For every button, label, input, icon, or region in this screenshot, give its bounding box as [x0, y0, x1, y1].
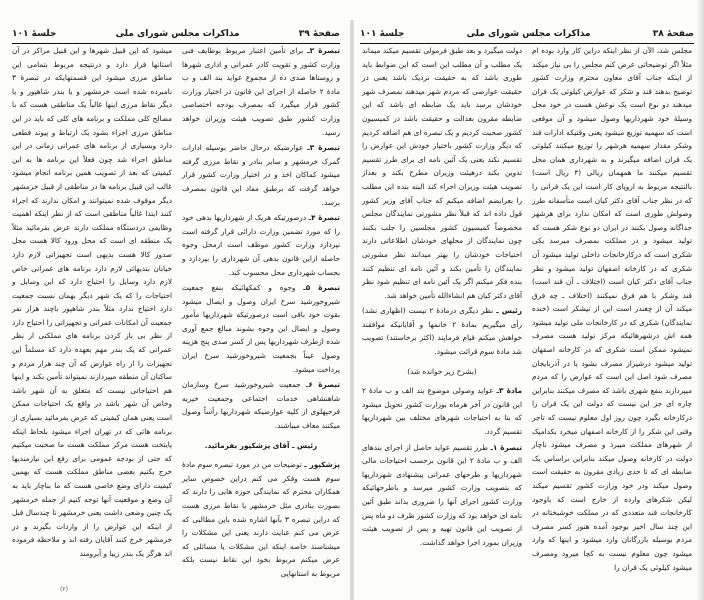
- footnote-mark: (۲): [60, 586, 68, 593]
- paragraph: تبصرهٔ ۴ـ درصورتیکه هریک از شهرداریها بدهی خود را که مورد تضمین وزارت دارائی قرار گرفته است نپردازد وزارت کشور موظف است ازمحل وجوه حاصله ازاین قانون بدهی آن شهرداری را بپردازد و بحساب شهرداری محل محسوب کند.: [182, 213, 340, 277]
- paragraph: تبصرهٔ ۶ـ جمعیت شیروخورشید سرخ وسازمان شاهنشاهی خدمات اجتماعی وجمعیت خیریه فرحپهلوی از کلیه عوارضیکه شهرداریها رأساً وصول میکنند معاف میباشند.: [182, 380, 340, 431]
- text-column-outer: [532, 44, 692, 576]
- page-38: [352, 0, 704, 600]
- page-header: [360, 27, 694, 44]
- publication-title: مذاکرات مجلس شورای ملی: [115, 29, 240, 39]
- paragraph: پزشکپور ـ توضیحات من در مورد تبصره سوم مادهٔ سوم هست وفکر می کنم دراین خصوص سایر همکاران محترم که نمایندگی حوزه هایی را دارند که بصورت بنادری مثل خرمشهر یا نقاط مرزی هست که دراین تبصره ۳ بآنها اشاره شده باین مطالبی که عرض می کنم عنایت دارند یعنی این مشکلات را میشناسند خاصه اینکه این مشکلات یا مسائلی که عرض میکنم مربوط بخود این نقاط نیست بلکه مربوط به استانهایی: [182, 460, 340, 578]
- text-column-inner: [362, 44, 522, 551]
- page-number: صفحهٔ ۳۸: [652, 29, 694, 39]
- page-edge: [696, 0, 704, 600]
- reading-note: (بشرح زیر خوانده شد): [407, 366, 477, 376]
- paragraph: دولت میگیرد و بعد طبق فرمولی تقسیم میکند میماند یک مطلب و آن مطلب این است که این ضوابط باید طوری باشد که به حقیقت نزدیک باشد یعنی در حقیقت عوارضی که مردم شهر میدهند بمصرف شهر خودشان برسد باید یک ضابطه ای باشد که این ضابطه مقرون بعدالت و حقیقت باشد در کمیسیون کشور صحبت کردیم و یک تبصره ای هم اضافه کردیم که دیگر وزارت کشور باختیار خودش این عوارض را تقسیم نکند یعنی یک آئین نامه ای برای طرز تقسیم تدوین بکند درهیئت وزیران مطرح بکند و بعداز تصویب هیئت وزیران اجراء کند البته بنده این مطلب را بعرایضم اضافه میکنم که جناب آقای وزیر کشور قول داده اند که قبلاً نظر مشورتی نمایندگان مجلس مخصوصاً کمیسیون کشور مجلسین را جلب بکنند چون نمایندگان از محلهای خودشان اطلاعاتی دارند احتیاجات خودشان را بهتر میدانند نظر مشورتی نمایندگان را تأمین بکند و آئین نامه ای تنظیم کنند بنده فکر میکنم اگر یک آئین نامه ای تنظیم شود نظر آقای دکتر کیان هم انشاءالله تأمین خواهد شد.: [362, 46, 522, 300]
- paragraph: تبصرهٔ ۵ـ وجوه و کمکهائیکه بنفع جمعیت شیروخورشید سرخ ایران وصول و ایصال میشود بقوت خود باقی است درصورتیکه شهرداریها مأمور وصول و ایصال این وجوه بشوند مبالغ جمع آوری شده ازطرف شهرداریها پس از کسر صدی پنج هزینه وصول عیناً بجمعیت شیروخورشید سرخ ایران پرداخت میشود.: [182, 283, 341, 374]
- paragraph: مادهٔ ۳ـ عواید وصولی موضوع بند الف و ب مادهٔ ۲ این قانون در آخر هرماه بوزارت کشور تحویل میشود که بنا به احتیاجات شهرهای مختلف بین شهرداریها تقسیم گردد.: [362, 386, 522, 437]
- paragraph: مجلس شد، الآن از نظر اینکه دراین کار وارد بوده ام مثلاً اگر توضیحاتی عرض کنم مجلس را بی نیاز میکند از اینکه جناب آقای معاون محترم وزارت کشور توضیح بدهند قند و شکر که عوارض کیلوئی یک قران میدهند دو نوع است یک نوعش هست در خود محل وسیلهٔ خود شهرداریها وصول میشود و آن موقعی است که سهمیه توزیع میشود یعنی وقتیکه ادارات قند وشکر مقدار سهمیه هرشهر را توزیع میکنند کیلوئی یک قران اضافه میگیرند و به شهرداری همان محل تقسیم میکنند ما همهمان ریالی (۴ ریال است) بالنتیجه مربوط به اروپای کار است این یک قرانی را که در نظر جناب آقای دکتر کیان است متأسفانه طرز وصولش طوری است که امکان ندارد برای هرشهر جداگانه وصول بکنند در ایران دو نوع شکر هست که تولید میشود و در مملکت بمصرف میرسد یکی شکری است که درکارخانجات داخلی تولید میشود آن شکری که در کارخانه اصفهان تولید میشود و نظر جناب آقای دکتر کیان است (اختلاف ـ آن قند است) قند وشکر با هم فرق نمیکنند (اختلاف ـ چه فرق میکند آن از چغندر است این از نیشکر است (خنده نمایندگان) شکری که در کارخانجات ملی تولید میشود همه اش درشهرهائیکه مرکز تولید هست مصرف نمیشود ممکن است شکری که در کارخانه اصفهان تولید میشود درشیراز مصرف بشود یا در آذربایجان مصرف شود اصل این است که عوارض را که مردم میپردازند بنفع شهری باشد که مصرف میکنند بنابراین چاره ای جز این نیست که دولت این یک قران را درکارخانه بگیرد چون روز اول معلوم نیست که تاجر وقتی این شکر را از کارخانه اصفهان میخرد بکدامیک از شهرهای مملکت میبرد و مصرف میشود ناچار دولت در کارخانه وصول میکند بنابراین براساس یک ضابطه ای که تا حدی زیادی مقرون به حقیقت است وصول میکند ودر خود وزارت کشور تقسیم میکند لیکن شکرهای وارده از خارج است که باوجود کارخانجات قند متعددی که در مملکت خوشبختانه در این چند سال اخیر بوجود آمده هنوز کسر مصرف مردم بوسیله بازرگانان وارد میشود و اینها که وارد میشود چون معلوم نیست به کجا میرود ومصرف میشود کیلوئی یک قران را: [532, 46, 692, 572]
- paragraph: رئیس ـ نظر دیگری درمادهٔ ۲ نیست (اظهاری نشد) رأی میگیریم بمادهٔ ۲ خانمها و آقایانیکه موافقند خواهش میکنم قیام فرمایند (اکثر برخاستند) تصویب شد مادهٔ سوم قرائت میشود.: [362, 306, 522, 357]
- speaker-call: رئیس ـ آقای پزشکپور بفرمائید.: [204, 440, 318, 450]
- text-column-inner: [182, 44, 340, 583]
- session-number: جلسهٔ ۱۰۱: [12, 29, 57, 39]
- paragraph: میشود که این قبیل شهرها و این قبیل مراکز در آن استانها قرار دارد و درنتیجه مربوط بتمامی این مناطق مرزی میشود این قسمتهایکه در تبصرهٔ ۳ نامبرده شده است خرمشهر و یا بندر شاهپور و یا دیگر نقاط مرزی اینها غالباً یک مناطقی هست که با مصالح کلی مملکت و برنامه های کلی که باید در این مناطق مرزی اجراء بشود یک ارتباط و پیوند قطعی دارد وبسیاری از برنامه های عمرانی زمانی در این مناطق اجراء شد چون فعلاً این برنامه ها به این کیفیتی که بعد از تصویب همین برنامه انجام میشود غالب این قبیل برنامه ها در مناطقی از قبیل خرمشهر دیگر موقوف شده نمیتوانند و امکان ندارند که اجراء کنند ابتدا غالباً مناطقی است که از نظر اینکه اهمیت وظایفی دردستگاه مملکت دارند عرض بفرمائید مثلاً یک منطقه ای است که محل ورود کالا هست محل صدور کالا هست بدیهی است تجهیزاتی لازم دارد خیابان بندیهائی لازم دارد برنامه های عمرانی خاص لازم دارد وسایل را احتیاج دارد که این وسایل و احتیاجات را که یک شهر دیگر بهمان نسبت جمعیت دارد احتیاج ندارد مثلاً بندر شاهپور باچند هزار نفر جمعیت آن امکانات عمرانی و تجهیزاتی را احتیاج دارد از نظر بی باز کردن برنامه های مملکتی از نظر عمرانی که یک بندر مهم بعهده دارد که مسلماً این تجهیزات را از راه عوارض که آن چند هزار مردم و ساکنان آن منطقه میپردازند نمیتواند تأمین بکند و اینها هم احتیاجاتی نیست که متعلق به آن شهر باشد وخاص آن شهر باشد در واقع یک احتیاجات ممکن است یعنی همان کیفیتی که عرض بفرمائید بسیاری از برنامه هائی که در تهران اجراء میشود بلحاظ اینکه پایتخت هست مرکز مملکت هست ما صحبت میکنیم که حتی از بودجه عمومی برای رفع این نیازمندیها خرج بکنیم بعضی مناطق مملکت هست که بهمین کیفیت دارای وضع خاصی هست که ما بناچار باید به آن وضع و موقعیت آنها توجه کنیم از جمله خرمشهر یک چنین وضعی داشت یعنی خرمشهر تا چندسال قبل از اینکه این عوارض را از واردات بگیرند و در خرمشهر خرج کنند آقایان رفته اند و ملاحظه فرموده اند هرگز یک بندر زیبا و آبرومند: [12, 46, 172, 558]
- text-column-outer: [12, 44, 172, 563]
- page-number: صفحهٔ ۳۹: [298, 29, 340, 39]
- paragraph: تبصرهٔ ۳ـ عوارضیکه درحال حاضر بوسیله ادارات گمرک خرمشهر و سایر بنادر و نقاط مرزی گرفته میشود کماکان اخذ و در اختیار وزارت کشور قرار خواهد گرفت که برطبق مفاد این قانون بمصرف برسد.: [182, 143, 340, 207]
- page-header: [12, 27, 340, 44]
- publication-title: مذاکرات مجلس شورای ملی: [466, 29, 591, 39]
- paragraph: تبصرهٔ ۲ـ برای تأمین اعتبار مربوط بوظایف فنی وزارت کشور و تقویت کادر عمرانی و اداری شهرها و روستاها صدی ده از مجموع عواید بند الف و ب مادهٔ ۲ حاصله از اجرای این قانون در اختیار وزارت کشور قرار میگیرد که بمصرف بودجه اختصاصی وزارت کشور طبق تصویب هیئت وزیران خواهد رسید.: [182, 46, 341, 137]
- paragraph: تبصرهٔ ۱ـ طرز تقسیم عواید حاصل از اجرای بندهای الف و ب مادهٔ ۲ این قانون برحسب احتیاجات مالی شهرداریها و طرحهای عمرانی پیشنهادی شهرداریها که بتصویب وزارت کشور میرسد و باطرحهائیکه وزارت کشور اجرای آنها را ضروری بداند طبق آئین نامه ای خواهد بود که وزارت کشور ظرف دو ماه پس از تصویب این قانون تهیه و پس از تصویب هیئت وزیران بمورد اجرا خواهد گذاشت.: [362, 442, 523, 547]
- session-number: جلسهٔ ۱۰۱: [360, 29, 405, 39]
